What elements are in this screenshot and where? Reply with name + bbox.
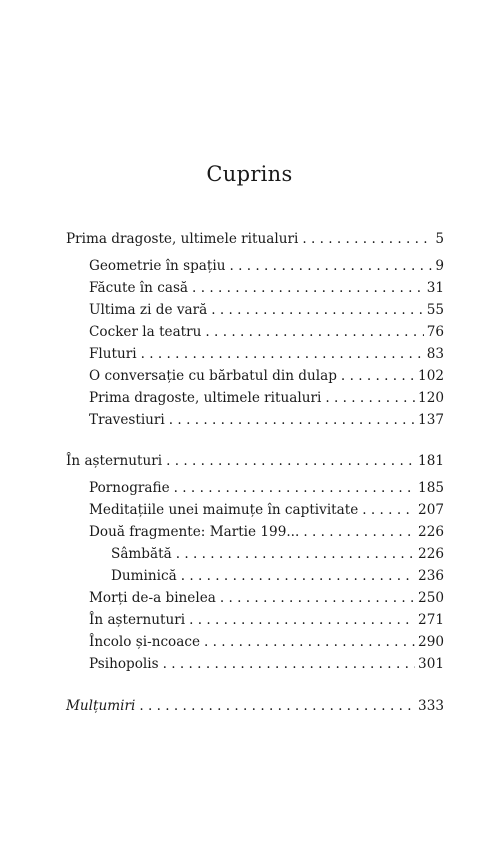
toc-entry[interactable]: [89, 324, 444, 346]
toc-entry-sub[interactable]: [111, 568, 444, 590]
leader-dots: [176, 546, 415, 562]
toc-entry-label: O conversație cu bărbatul din dulap: [89, 368, 337, 384]
toc-entry[interactable]: [89, 590, 444, 612]
page-title: Cuprins: [206, 162, 293, 186]
toc-entry-label: Meditațiile unei maimuțe în captivitate: [89, 502, 359, 518]
toc-entry-page: 333: [418, 698, 444, 714]
leader-dots: [362, 502, 415, 518]
toc-entry-page: 120: [418, 390, 444, 406]
toc-entry-label: Făcute în casă: [89, 280, 189, 296]
leader-dots: [204, 634, 415, 650]
toc-entry[interactable]: [89, 480, 444, 502]
toc-entry[interactable]: [89, 524, 444, 546]
toc-entry-page: 226: [418, 524, 444, 540]
toc-entry-label: Pornografie: [89, 480, 170, 496]
toc-entry-label: Fluturi: [89, 346, 137, 362]
toc-entry-label: Prima dragoste, ultimele ritualuri: [89, 390, 322, 406]
toc-entry-page: 31: [426, 280, 444, 296]
toc-entry[interactable]: [89, 390, 444, 412]
toc-entry-page: 301: [418, 656, 444, 672]
leader-dots: [302, 231, 432, 247]
toc-entry-page: 185: [418, 480, 444, 496]
toc-entry-page: 55: [426, 302, 444, 318]
toc-entry[interactable]: [89, 634, 444, 656]
toc-entry-label: Travestiuri: [89, 412, 165, 428]
leader-dots: [139, 698, 415, 714]
toc-entry-page: 271: [418, 612, 444, 628]
toc-entry-page: 181: [418, 453, 444, 469]
toc-entry-label: Cocker la teatru: [89, 324, 202, 340]
leader-dots: [192, 280, 424, 296]
toc-entry-page: 137: [418, 412, 444, 428]
toc-entry-label: În așternuturi: [66, 453, 163, 469]
toc-entry-page: 250: [418, 590, 444, 606]
toc-entry-label: Psihopolis: [89, 656, 159, 672]
leader-dots: [205, 324, 423, 340]
leader-dots: [303, 524, 415, 540]
toc-entry[interactable]: [89, 258, 444, 280]
leader-dots: [189, 612, 415, 628]
toc-entry-page: 290: [418, 634, 444, 650]
toc-entry-page: 5: [435, 231, 444, 247]
leader-dots: [166, 453, 415, 469]
leader-dots: [169, 412, 415, 428]
toc-entry-section[interactable]: [66, 453, 444, 475]
toc-entry-label: Morți de-a binelea: [89, 590, 216, 606]
toc-entry-page: 102: [418, 368, 444, 384]
toc-entry-label: Geometrie în spațiu: [89, 258, 226, 274]
toc-entry-page: 76: [426, 324, 444, 340]
toc-entry-label: Duminică: [111, 568, 177, 584]
leader-dots: [181, 568, 415, 584]
leader-dots: [141, 346, 424, 362]
leader-dots: [325, 390, 415, 406]
toc-entry[interactable]: [89, 412, 444, 434]
toc-entry-label: Sâmbătă: [111, 546, 172, 562]
leader-dots: [211, 302, 423, 318]
toc-entry-label: Două fragmente: Martie 199...: [89, 524, 300, 540]
leader-dots: [220, 590, 415, 606]
toc-entry-label: Ultima zi de vară: [89, 302, 208, 318]
toc-entry-sub[interactable]: [111, 546, 444, 568]
toc-entry[interactable]: [89, 346, 444, 368]
toc-entry[interactable]: [89, 302, 444, 324]
leader-dots: [174, 480, 415, 496]
toc-entry-label: Mulțumiri: [66, 698, 136, 714]
toc-entry-page: 226: [418, 546, 444, 562]
toc-entry-label: Prima dragoste, ultimele ritualuri: [66, 231, 299, 247]
toc-entry[interactable]: [89, 280, 444, 302]
toc-entry-page: 9: [435, 258, 444, 274]
toc-entry[interactable]: [89, 612, 444, 634]
toc-entry-page: 83: [426, 346, 444, 362]
toc-entry-label: Încolo și-ncoace: [89, 634, 201, 650]
toc-entry-page: 207: [418, 502, 444, 518]
toc-entry-section[interactable]: [66, 231, 444, 253]
leader-dots: [341, 368, 415, 384]
toc-entry-section[interactable]: [66, 698, 444, 720]
toc-entry-label: În așternuturi: [89, 612, 186, 628]
toc-entry[interactable]: [89, 502, 444, 524]
toc-entry[interactable]: [89, 368, 444, 390]
leader-dots: [163, 656, 415, 672]
toc-entry-page: 236: [418, 568, 444, 584]
leader-dots: [229, 258, 432, 274]
toc-entry[interactable]: [89, 656, 444, 678]
